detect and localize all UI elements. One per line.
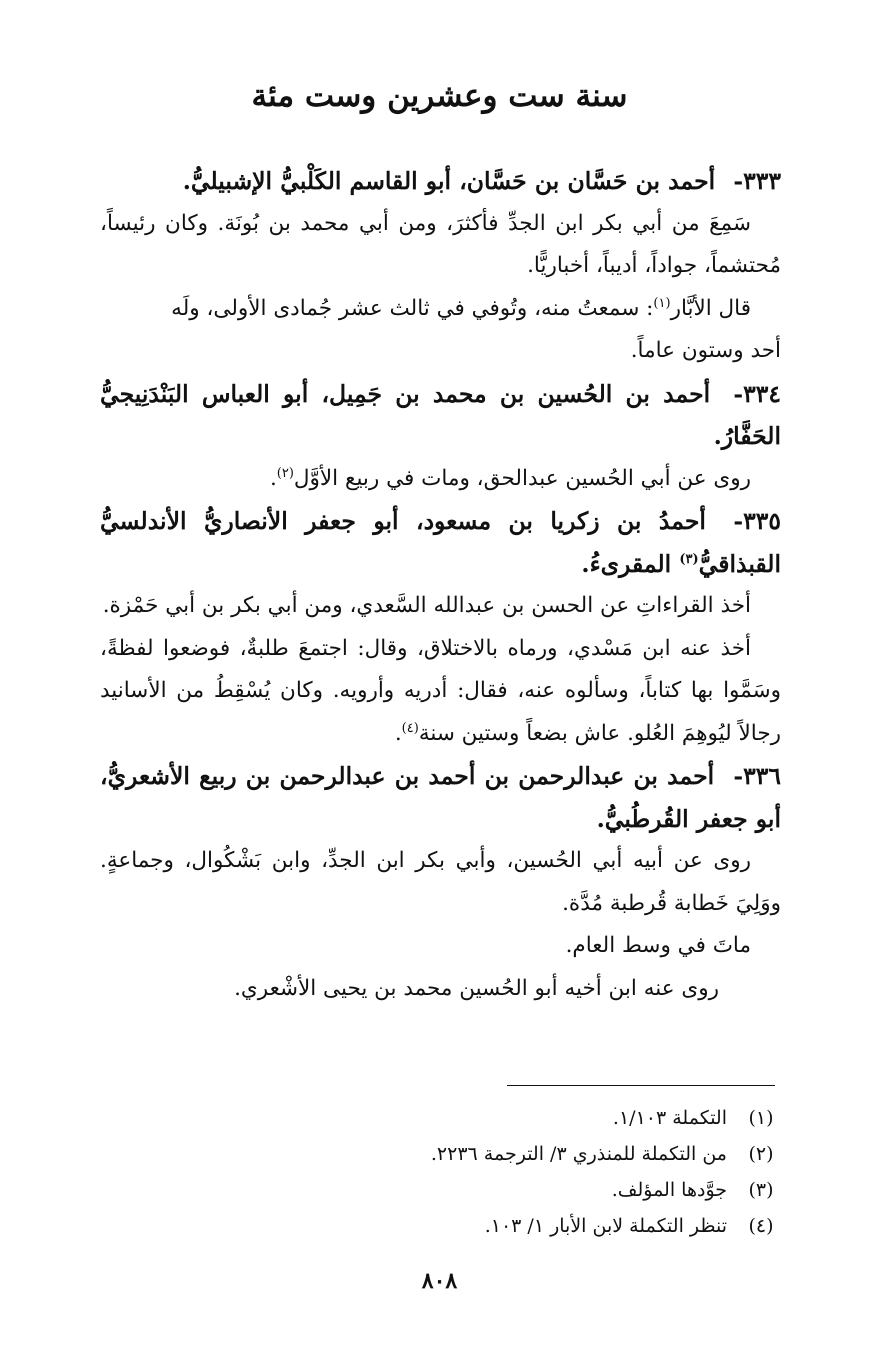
footnote-mark: (٢)	[748, 1143, 774, 1165]
footnote-item	[100, 1172, 781, 1208]
entry-paragraph: أحد وستون عاماً.	[630, 338, 781, 363]
paragraph-text: روى عن أبي الحُسين عبدالحق، ومات في ربيع الأوَّل	[293, 465, 751, 491]
footnote-item	[100, 1100, 781, 1136]
footnote-item	[100, 1136, 781, 1172]
entry-heading-text: أحمد بن حَسَّان بن حَسَّان، أبو القاسم الكَلْبيُّ الإشبيليُّ.	[182, 167, 716, 195]
entry-paragraph: أخذ القراءاتِ عن الحسن بن عبدالله السَّعدي، ومن أبي بكر بن أبي حَمْزة.	[102, 593, 751, 618]
paragraph-text: : سمعتُ منه، وتُوفي في ثالث عشر جُمادى الأولى، ولَه	[171, 295, 654, 321]
entry-number: ٣٣٣-	[733, 167, 781, 195]
paragraph-text: قال الأبَّار	[670, 295, 751, 321]
entry-number: ٣٣٥-	[733, 507, 781, 535]
footnote-text: تنظر التكملة لابن الأبار ١/ ١٠٣.	[484, 1215, 727, 1237]
entry-paragraph	[100, 628, 781, 756]
page-body	[100, 160, 781, 1010]
footnote-mark: (٣)	[748, 1179, 774, 1201]
footnote-mark: (٤)	[748, 1215, 774, 1237]
paragraph-end: .	[269, 465, 277, 491]
entry-paragraph: ماتَ في وسط العام.	[565, 933, 751, 958]
entry-number: ٣٣٦-	[733, 762, 781, 790]
entry-paragraph: روى عن أبيه أبي الحُسين، وأبي بكر ابن الجدِّ، وابن بَشْكُوال، وجماعةٍ. ووَلِيَ خَطابة قُرطبة مُدَّة.	[100, 848, 781, 916]
footnote-mark: (١)	[748, 1107, 774, 1129]
entry-heading-text: المقرىءُ.	[581, 549, 680, 578]
entry-paragraph	[100, 458, 781, 501]
entry-heading-text: أحمدُ بن زكريا بن مسعود، أبو جعفر الأنصاريُّ الأندلسيُّ القبذاقيُّ	[100, 507, 781, 578]
footnote-ref: (٤)	[401, 720, 419, 736]
footnote-item	[100, 1208, 781, 1244]
entry-heading-333	[100, 160, 781, 203]
footnote-ref: (١)	[653, 295, 671, 311]
paragraph-text: أخذ عنه ابن مَسْدي، ورماه بالاختلاق، وقال: اجتمعَ طلبةٌ، فوضعوا لفظةً، وسَمَّوا بها كتاباً، وسألوه عنه، فقال: أدريه وأرويه. وكان يُسْقِطُ من الأسانيد رجالاً ليُوهِمَ العُلو. عاش بضعاً وستين سنة	[100, 635, 781, 746]
entry-heading-text: أحمد بن الحُسين بن محمد بن جَمِيل، أبو العباس البَنْدَنِيجيُّ الحَفَّارُ.	[100, 379, 781, 450]
entry-paragraph: سَمِعَ من أبي بكر ابن الجدِّ فأكثرَ، ومن أبي محمد بن بُونَة. وكان رئيساً، مُحتشماً، جواداً، أديباً، أخباريًّا.	[100, 210, 781, 278]
chapter-title: سنة ست وعشرين وست مئة	[251, 78, 628, 114]
entry-heading-text: أحمد بن عبدالرحمن بن أحمد بن عبدالرحمن بن ربيع الأشعريُّ، أبو جعفر القُرطُبيُّ.	[100, 762, 781, 833]
entry-heading-336	[100, 755, 781, 840]
paragraph-end: .	[394, 720, 402, 746]
entry-heading-335	[100, 500, 781, 585]
entry-paragraph	[100, 288, 781, 331]
footnote-divider	[507, 1085, 775, 1086]
footnote-ref: (٢)	[276, 465, 294, 481]
entry-number: ٣٣٤-	[733, 379, 782, 408]
entry-paragraph: روى عنه ابن أخيه أبو الحُسين محمد بن يحيى الأشْعري.	[234, 975, 719, 1001]
footnote-ref: (٣)	[679, 551, 699, 567]
footnote-text: جوَّدها المؤلف.	[611, 1179, 727, 1201]
entry-heading-334	[100, 373, 781, 458]
footnotes-list	[100, 1100, 781, 1244]
footnote-text: التكملة ١/١٠٣.	[612, 1107, 727, 1129]
footnote-text: من التكملة للمنذري ٣/ الترجمة ٢٢٣٦.	[430, 1143, 727, 1165]
page-number: ٨٠٨	[421, 1268, 458, 1294]
